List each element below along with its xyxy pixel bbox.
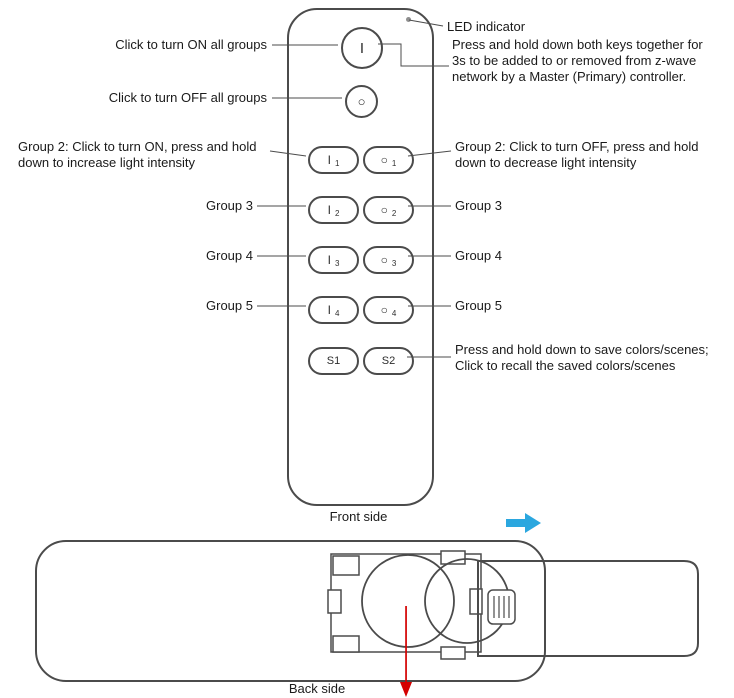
power-on-all-button [341,27,383,69]
off-glyph: ○ [380,203,388,217]
on-glyph: I [327,303,331,317]
group3-on-button [308,196,359,224]
battery-pointer-arrow-icon [400,606,412,697]
cover-grip-pad [488,590,515,624]
back-side-caption: Back side [288,681,346,696]
callout-group3-left: Group 3 [206,198,253,213]
power-on-glyph: I [359,39,365,57]
scene2-button [363,347,414,375]
callout-group2-right: Group 2: Click to turn OFF, press and hold down to decrease light intensity [455,139,699,170]
callout-on-all-groups: Click to turn ON all groups [115,37,267,52]
callout-led-indicator: LED indicator [447,19,526,34]
off-glyph: ○ [380,153,388,167]
power-off-glyph: ○ [357,94,366,109]
button-index: 4 [334,308,340,318]
battery-clip [333,636,359,652]
callout-group4-left: Group 4 [206,248,253,263]
group4-off-button [363,246,414,274]
battery-clip [470,589,482,614]
pointer-arrow-shaft [405,606,407,683]
scene1-button [308,347,359,375]
battery-clip [333,556,359,575]
battery-cell-1 [362,555,454,647]
group2-on-button [308,146,359,174]
callout-group3-right: Group 3 [455,198,502,213]
battery-cover [478,561,698,656]
group5-on-button [308,296,359,324]
off-glyph: ○ [380,253,388,267]
on-glyph: I [327,153,331,167]
battery-clip [441,647,465,659]
battery-cell-2 [425,559,509,643]
callout-off-all-groups: Click to turn OFF all groups [108,90,267,105]
group2-off-button [363,146,414,174]
off-glyph: ○ [380,303,388,317]
slide-direction-arrow-icon [506,513,541,533]
callout-group2-left: Group 2: Click to turn ON, press and hold down to increase light intensity [18,139,257,170]
battery-clip [441,551,465,564]
button-index: 1 [334,158,340,168]
button-index: 3 [334,258,340,268]
remote-back-view [36,513,698,697]
button-index: 4 [391,308,397,318]
on-glyph: I [327,253,331,267]
group5-off-button [363,296,414,324]
remote-back-body [36,541,545,681]
callout-scenes-note: Press and hold down to save colors/scenes; Click to recall the saved colors/scenes [455,342,709,373]
button-index: 3 [391,258,397,268]
led-indicator [406,17,411,22]
scene2-label: S2 [381,355,396,367]
button-index: 2 [334,208,340,218]
callout-group5-right: Group 5 [455,298,502,313]
pointer-arrow-head [400,682,412,697]
callout-group5-left: Group 5 [206,298,253,313]
power-off-all-button [345,85,378,118]
on-glyph: I [327,203,331,217]
callout-group4-right: Group 4 [455,248,502,263]
callout-pairing-note: Press and hold down both keys together for 3s to be added to or removed from z-wave network by a Master (Primary) controller. [452,37,703,84]
group3-off-button [363,196,414,224]
cover-grip [488,590,515,624]
scene1-label: S1 [326,355,341,367]
button-index: 1 [391,158,397,168]
group4-on-button [308,246,359,274]
button-index: 2 [391,208,397,218]
front-side-caption: Front side [329,509,388,524]
battery-compartment [331,554,481,652]
battery-clip [328,590,341,613]
remote-front-body [287,8,434,506]
